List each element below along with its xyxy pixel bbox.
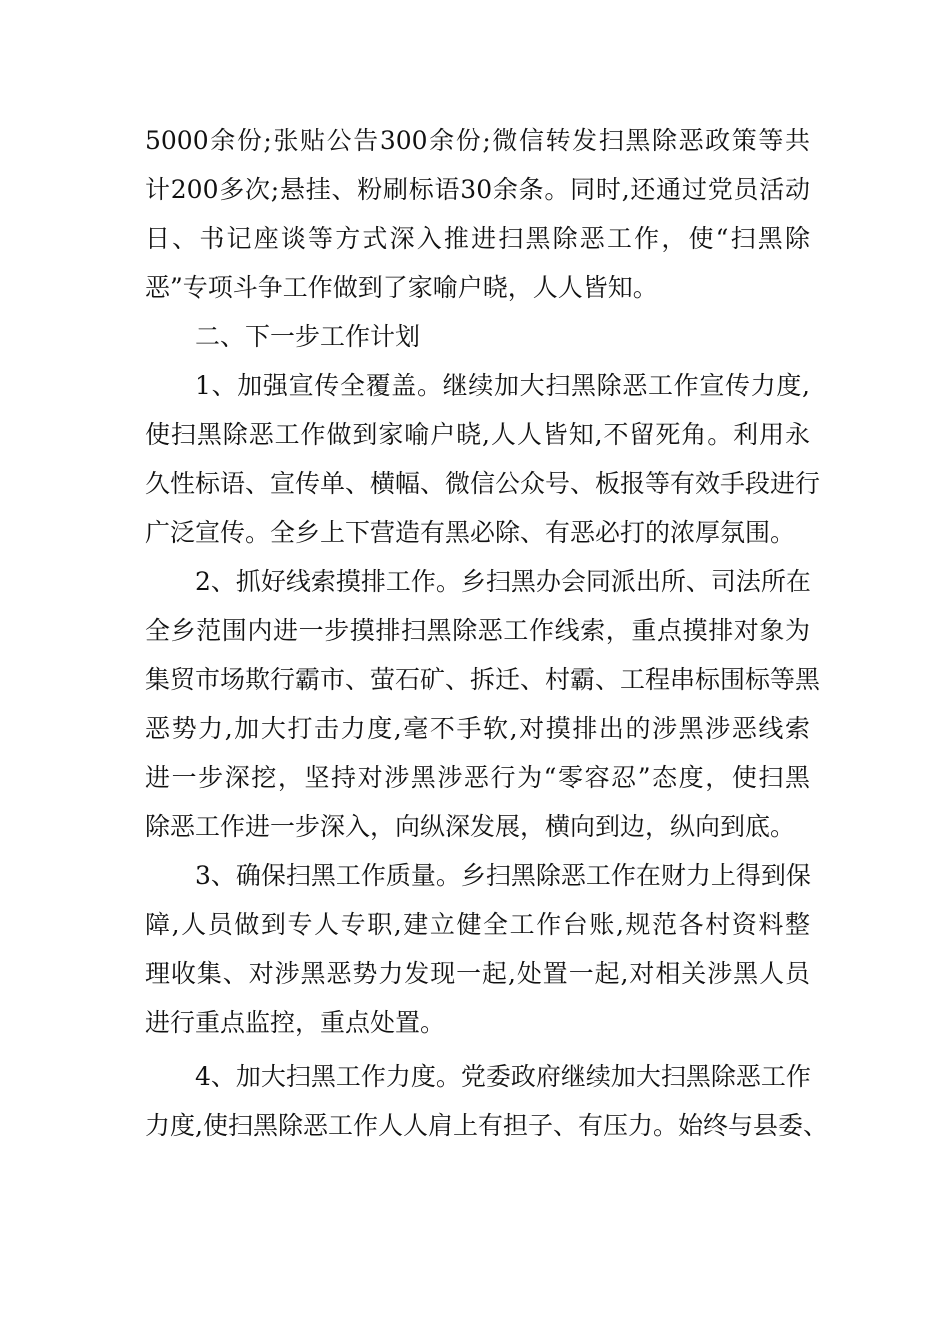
paragraph-1-line-2: 计200多次;悬挂、粉刷标语30余条。同时,还通过党员活动 bbox=[145, 175, 810, 204]
item-2-line-6: 除恶工作进一步深入，向纵深发展，横向到边，纵向到底。 bbox=[145, 812, 796, 841]
item-2-line-2: 全乡范围内进一步摸排扫黑除恶工作线索，重点摸排对象为 bbox=[145, 616, 810, 645]
document-body bbox=[145, 116, 828, 1150]
item-4-line-1: 4、加大扫黑工作力度。党委政府继续加大扫黑除恶工作 bbox=[195, 1062, 811, 1091]
item-3-line-3: 理收集、对涉黑恶势力发现一起,处置一起,对相关涉黑人员 bbox=[145, 959, 810, 988]
item-1-line-1: 1、加强宣传全覆盖。继续加大扫黑除恶工作宣传力度, bbox=[195, 371, 810, 400]
section-heading: 二、下一步工作计划 bbox=[195, 322, 421, 351]
item-2-line-4: 恶势力,加大打击力度,毫不手软,对摸排出的涉黑涉恶线索 bbox=[145, 714, 810, 743]
item-3-line-4: 进行重点监控，重点处置。 bbox=[145, 1008, 446, 1037]
item-2-line-3: 集贸市场欺行霸市、萤石矿、拆迁、村霸、工程串标围标等黑 bbox=[145, 665, 821, 694]
item-1-line-3: 久性标语、宣传单、横幅、微信公众号、板报等有效手段进行 bbox=[145, 469, 821, 498]
paragraph-1-line-4: 恶”专项斗争工作做到了家喻户晓，人人皆知。 bbox=[145, 273, 658, 302]
item-3-line-2: 障,人员做到专人专职,建立健全工作台账,规范各村资料整 bbox=[145, 910, 810, 939]
item-1-line-4: 广泛宣传。全乡上下营造有黑必除、有恶必打的浓厚氛围。 bbox=[145, 518, 796, 547]
paragraph-1-line-3: 日、书记座谈等方式深入推进扫黑除恶工作，使“扫黑除 bbox=[145, 224, 810, 253]
item-2-line-1: 2、抓好线索摸排工作。乡扫黑办会同派出所、司法所在 bbox=[195, 567, 811, 596]
item-4-line-2: 力度,使扫黑除恶工作人人肩上有担子、有压力。始终与县委、 bbox=[145, 1111, 828, 1140]
item-3-line-1: 3、确保扫黑工作质量。乡扫黑除恶工作在财力上得到保 bbox=[195, 861, 811, 890]
paragraph-1-line-1: 5000余份;张贴公告300余份;微信转发扫黑除恶政策等共 bbox=[145, 126, 810, 155]
item-1-line-2: 使扫黑除恶工作做到家喻户晓,人人皆知,不留死角。利用永 bbox=[145, 420, 810, 449]
item-2-line-5: 进一步深挖，坚持对涉黑涉恶行为“零容忍”态度，使扫黑 bbox=[145, 763, 810, 792]
